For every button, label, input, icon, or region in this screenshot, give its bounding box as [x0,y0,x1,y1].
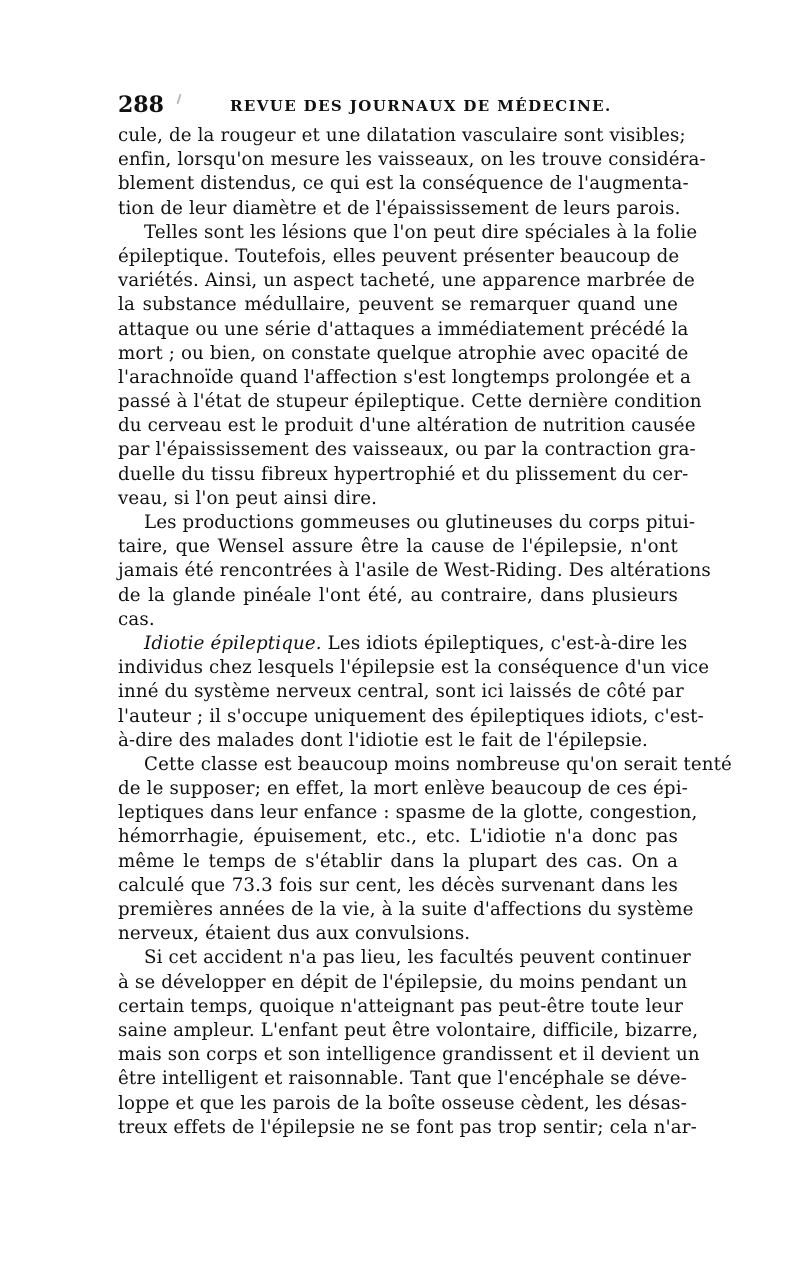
text-line: variétés. Ainsi, un aspect tacheté, une apparence marbrée de [118,270,695,292]
text-line: calculé que 73.3 fois sur cent, les décès survenant dans les [118,874,678,896]
text-line: loppe et que les parois de la boîte osseuse cèdent, les désas- [118,1092,687,1114]
body-text [118,124,732,1140]
section-heading: Idiotie épileptique. [144,632,322,654]
text-line: Si cet accident n'a pas lieu, les facultés peuvent continuer [144,947,691,969]
page-header [118,90,678,120]
text-line-rest: Les idiots épileptiques, c'est-à-dire les [321,632,688,654]
text-line: être intelligent et raisonnable. Tant que l'encéphale se déve- [118,1068,687,1090]
text-line: taire, que Wensel assure être la cause de l'épilepsie, n'ont [118,536,678,558]
text-line: du cerveau est le produit d'une altération de nutrition causée [118,415,696,437]
text-line: certain temps, quoique n'atteignant pas peut-être toute leur [118,995,684,1017]
text-line: cule, de la rougeur et une dilatation vasculaire sont visibles; [118,125,686,146]
text-line: inné du système nerveux central, sont ici laissés de côté par [118,681,684,703]
text-line: mort ; ou bien, on constate quelque atrophie avec opacité de [118,342,689,364]
text-line: blement distendus, ce qui est la conséquence de l'augmenta- [118,173,689,195]
text-line: hémorrhagie, épuisement, etc., etc. L'idiotie n'a donc pas [118,826,678,848]
text-line: jamais été rencontrées à l'asile de West-Riding. Des altérations [118,560,711,582]
text-line: saine ampleur. L'enfant peut être volontaire, difficile, bizarre, [118,1019,699,1041]
text-line: à se développer en dépit de l'épilepsie, du moins pendant un [118,971,688,993]
text-line: premières années de la vie, à la suite d'affections du système [118,899,694,920]
text-line: passé à l'état de stupeur épileptique. Cette dernière condition [118,391,702,413]
text-line: nerveux, étaient dus aux convulsions. [118,923,471,945]
text-line: veau, si l'on peut ainsi dire. [118,487,378,509]
text-line: enfin, lorsqu'on mesure les vaisseaux, on les trouve considéra- [118,149,706,171]
text-line: l'arachnoïde quand l'affection s'est longtemps prolongée et a [118,366,692,388]
page-number: 288 [118,92,164,118]
text-line: cas. [118,608,155,630]
text-line: treux effets de l'épilepsie ne se font pas trop sentir; cela n'ar- [118,1116,697,1138]
text-line: individus chez lesquels l'épilepsie est la conséquence d'un vice [118,657,710,679]
text-line: épileptique. Toutefois, elles peuvent présenter beaucoup de [118,245,680,267]
text-line: par l'épaississement des vaisseaux, ou par la contraction gra- [118,439,696,461]
text-line: même le temps de s'établir dans la plupart des cas. On a [118,850,678,872]
text-line: Cette classe est beaucoup moins nombreuse qu'on serait tenté [144,753,732,775]
text-line: leptiques dans leur enfance : spasme de la glotte, congestion, [118,802,698,824]
text-line: attaque ou une série d'attaques a immédiatement précédé la [118,318,689,340]
text-line: de la glande pinéale l'ont été, au contraire, dans plusieurs [118,584,678,606]
text-line: tion de leur diamètre et de l'épaississement de leurs parois. [118,197,681,219]
text-line: Telles sont les lésions que l'on peut dire spéciales à la folie [144,221,698,243]
running-head: REVUE DES JOURNAUX DE MÉDECINE. [230,97,612,115]
text-line: à-dire des malades dont l'idiotie est le fait de l'épilepsie. [118,729,648,751]
text-line: la substance médullaire, peuvent se remarquer quand une [118,294,678,316]
text-line-section-start [118,632,688,656]
text-line: de le supposer; en effet, la mort enlève beaucoup de ces épi- [118,778,688,800]
text-line: mais son corps et son intelligence grandissent et il devient un [118,1044,700,1066]
text-line: duelle du tissu fibreux hypertrophié et du plissement du cer- [118,463,689,485]
text-line: Les productions gommeuses ou glutineuses du corps pitui- [144,512,696,533]
text-line: l'auteur ; il s'occupe uniquement des épileptiques idiots, c'est- [118,705,704,727]
